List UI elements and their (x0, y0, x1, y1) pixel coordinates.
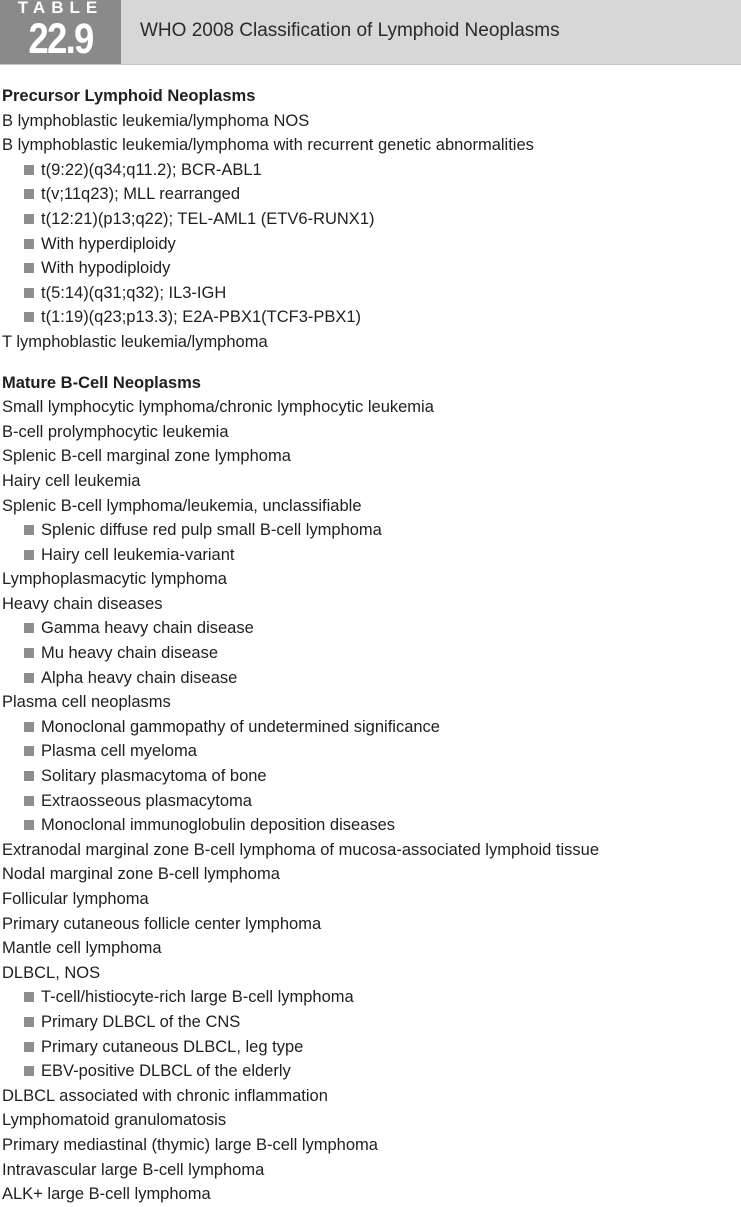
list-item-text: Hairy cell leukemia (2, 471, 141, 490)
sub-list-item (2, 789, 741, 814)
list-item-text: Follicular lymphoma (2, 890, 149, 908)
sub-list-item (2, 641, 741, 666)
list-item-text: Extranodal marginal zone B-cell lymphoma of mucosa-associated lymphoid tissue (2, 840, 600, 859)
square-bullet-icon (24, 1066, 34, 1076)
square-bullet-icon (24, 550, 34, 560)
list-item-text: With hyperdiploidy (41, 234, 176, 253)
list-item-text: EBV-positive DLBCL of the elderly (41, 1062, 291, 1081)
list-item (2, 109, 741, 134)
list-item-text: Primary DLBCL of the CNS (41, 1012, 241, 1031)
table-title: WHO 2008 Classification of Lymphoid Neoplasms (140, 20, 560, 41)
list-item-text: Mu heavy chain disease (41, 644, 219, 663)
sub-list-item (2, 158, 741, 183)
list-item-text: t(12:21)(p13;q22); TEL-AML1 (ETV6-RUNX1) (41, 209, 375, 228)
list-item-text: B lymphoblastic leukemia/lymphoma with recurrent genetic abnormalities (2, 136, 534, 155)
list-item (2, 690, 741, 715)
square-bullet-icon (24, 820, 34, 830)
list-item-text: t(v;11q23); MLL rearranged (41, 185, 241, 204)
sub-list-item (2, 1010, 741, 1035)
list-item (2, 936, 741, 961)
list-item (2, 494, 741, 519)
sub-list-item (2, 518, 741, 543)
list-item (2, 420, 741, 445)
list-item (2, 330, 741, 355)
square-bullet-icon (24, 992, 34, 1002)
list-item-text: T-cell/histiocyte-rich large B-cell lymphoma (41, 988, 354, 1007)
list-item-text: DLBCL, NOS (2, 963, 101, 982)
list-item-text: B lymphoblastic leukemia/lymphoma NOS (2, 111, 310, 130)
sub-list-item (2, 256, 741, 281)
list-item-text: t(9:22)(q34;q11.2); BCR-ABL1 (41, 160, 262, 179)
section-title: Mature B-Cell Neoplasms (2, 373, 201, 392)
sub-list-item (2, 182, 741, 207)
sub-list-item (2, 813, 741, 838)
list-item-text: Monoclonal immunoglobulin deposition diseases (41, 816, 396, 835)
list-item-text: Gamma heavy chain disease (41, 619, 254, 638)
list-item-text: Primary mediastinal (thymic) large B-cell lymphoma (2, 1135, 378, 1154)
list-item-text: DLBCL associated with chronic inflammation (2, 1086, 328, 1105)
list-item-text: Plasma cell myeloma (41, 742, 197, 761)
list-item-text: Primary cutaneous DLBCL, leg type (41, 1037, 304, 1056)
square-bullet-icon (24, 771, 34, 781)
table-number-badge (0, 0, 121, 64)
list-item-text: Alpha heavy chain disease (41, 668, 238, 687)
sub-list-item (2, 543, 741, 568)
list-item (2, 1084, 741, 1109)
list-item-text: Heavy chain diseases (2, 594, 163, 613)
sub-list-item (2, 739, 741, 764)
list-item-text: t(5:14)(q31;q32); IL3-IGH (41, 283, 227, 302)
list-item (2, 133, 741, 158)
square-bullet-icon (24, 1017, 34, 1027)
list-item-text: Hairy cell leukemia-variant (41, 545, 235, 564)
sub-list-item (2, 666, 741, 691)
sub-list-item (2, 207, 741, 232)
list-item (2, 592, 741, 617)
list-item (2, 444, 741, 469)
square-bullet-icon (24, 288, 34, 298)
sub-list-item (2, 281, 741, 306)
list-item-text: Intravascular large B-cell lymphoma (2, 1160, 265, 1179)
list-item (2, 1158, 741, 1183)
badge-word: TABLE (17, 0, 104, 17)
list-item-text: Primary cutaneous follicle center lymphoma (2, 914, 322, 933)
square-bullet-icon (24, 239, 34, 249)
badge-number: 22.9 (28, 15, 93, 63)
section-gap (2, 355, 741, 371)
square-bullet-icon (24, 746, 34, 756)
list-item-text: ALK+ large B-cell lymphoma (2, 1185, 211, 1204)
list-item-text: Nodal marginal zone B-cell lymphoma (2, 865, 280, 884)
list-item-text: Monoclonal gammopathy of undetermined significance (41, 717, 440, 736)
square-bullet-icon (24, 525, 34, 535)
list-item-text: Splenic diffuse red pulp small B-cell lymphoma (41, 521, 382, 540)
list-item (2, 567, 741, 592)
list-item-text: Lymphoplasmacytic lymphoma (2, 570, 227, 589)
sub-list-item (2, 715, 741, 740)
list-item-text: t(1:19)(q23;p13.3); E2A-PBX1(TCF3-PBX1) (41, 308, 362, 327)
square-bullet-icon (24, 796, 34, 806)
square-bullet-icon (24, 214, 34, 224)
sub-list-item (2, 305, 741, 330)
sub-list-item (2, 616, 741, 641)
square-bullet-icon (24, 673, 34, 683)
list-item-text: With hypodiploidy (41, 259, 171, 278)
list-item (2, 862, 741, 887)
list-item-text: Splenic B-cell marginal zone lymphoma (2, 447, 291, 466)
classification-list (2, 84, 741, 1207)
list-item-text: Extraosseous plasmacytoma (41, 791, 252, 810)
sub-list-item (2, 232, 741, 257)
list-item (2, 838, 741, 863)
list-item-text: B-cell prolymphocytic leukemia (2, 422, 229, 441)
list-item-text: Plasma cell neoplasms (2, 693, 171, 712)
list-item-text: Lymphomatoid granulomatosis (2, 1111, 227, 1130)
list-item-text: Small lymphocytic lymphoma/chronic lymphocytic leukemia (2, 398, 434, 417)
sub-list-item (2, 1035, 741, 1060)
square-bullet-icon (24, 648, 34, 658)
sub-list-item (2, 985, 741, 1010)
square-bullet-icon (24, 263, 34, 273)
list-item (2, 1133, 741, 1158)
list-item (2, 912, 741, 937)
sub-list-item (2, 1059, 741, 1084)
square-bullet-icon (24, 722, 34, 732)
section-title: Precursor Lymphoid Neoplasms (2, 87, 256, 105)
square-bullet-icon (24, 1042, 34, 1052)
list-item (2, 395, 741, 420)
square-bullet-icon (24, 189, 34, 199)
list-item-text: T lymphoblastic leukemia/lymphoma (2, 332, 268, 351)
list-item (2, 887, 741, 912)
square-bullet-icon (24, 623, 34, 633)
list-item (2, 469, 741, 494)
square-bullet-icon (24, 165, 34, 175)
list-item-text: Solitary plasmacytoma of bone (41, 767, 267, 786)
table-header (0, 0, 741, 65)
list-item (2, 1108, 741, 1133)
list-item (2, 961, 741, 986)
list-item (2, 1182, 741, 1207)
sub-list-item (2, 764, 741, 789)
square-bullet-icon (24, 312, 34, 322)
list-item-text: Mantle cell lymphoma (2, 939, 162, 958)
list-item-text: Splenic B-cell lymphoma/leukemia, unclassifiable (2, 496, 362, 515)
